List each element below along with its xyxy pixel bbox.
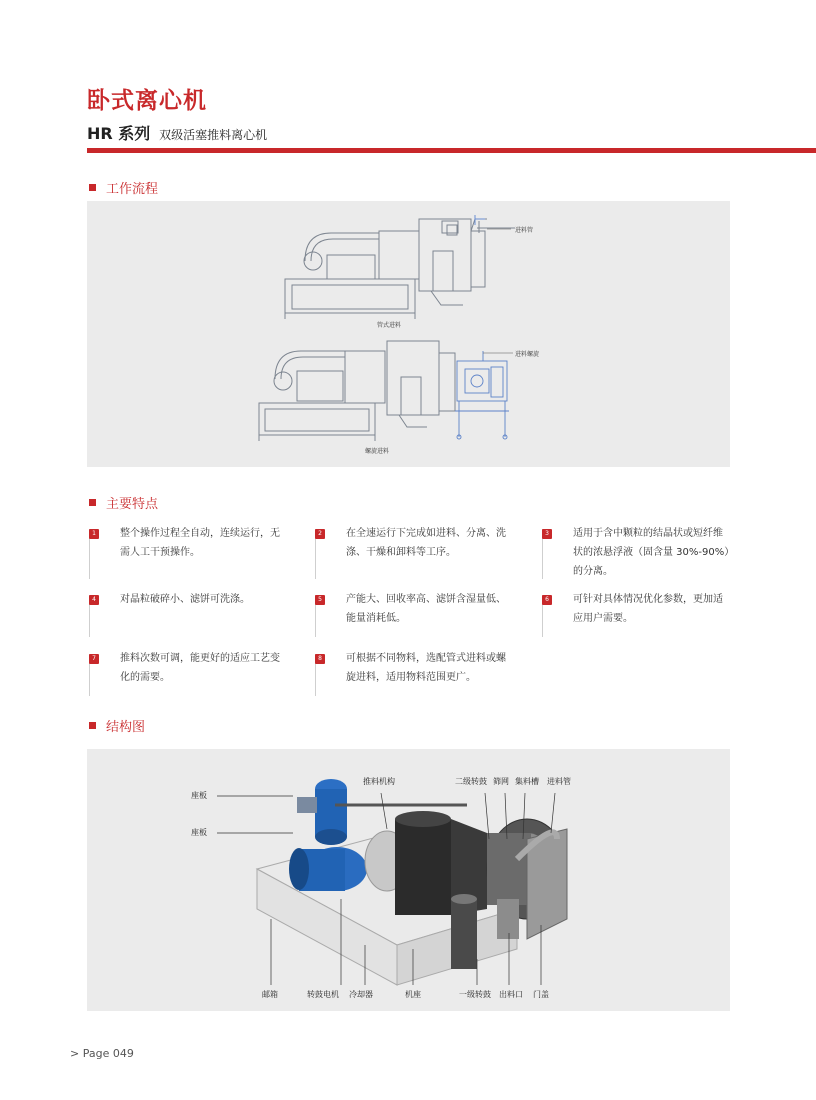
workflow-diagram-panel — [87, 201, 730, 467]
structure-illustration — [87, 749, 730, 1011]
feature-number-badge: 6 — [542, 595, 552, 605]
section-marker-icon — [89, 499, 96, 506]
series-name: HR 系列 — [87, 124, 151, 143]
bottom-feed-screw-label: 进料螺旋 — [515, 352, 540, 358]
feature-item-4 — [89, 595, 289, 637]
feature-item-5 — [315, 595, 515, 637]
feature-item-7 — [89, 654, 289, 696]
feature-number-badge: 2 — [315, 529, 325, 539]
feature-text: 推料次数可调，能更好的适应工艺变化的需要。 — [120, 653, 280, 683]
series-description: 双级活塞推料离心机 — [159, 128, 268, 142]
feature-item-8 — [315, 654, 515, 696]
feature-item-2 — [315, 529, 515, 579]
label-zuoban-1: 座板 — [191, 791, 207, 800]
label-feed-pipe: 进料管 — [547, 777, 571, 786]
feature-item-6 — [542, 595, 732, 637]
label-screen: 筛网 — [493, 777, 509, 786]
label-door-cover: 门盖 — [533, 990, 549, 999]
feature-number-badge: 8 — [315, 654, 325, 664]
top-feed-pipe-label: 进料管 — [515, 228, 534, 234]
feature-number-badge: 4 — [89, 595, 99, 605]
section-structure-heading — [89, 716, 145, 735]
feature-number-badge: 1 — [89, 529, 99, 539]
section-marker-icon — [89, 184, 96, 191]
feature-text: 整个操作过程全自动，连续运行，无需人工干预操作。 — [120, 528, 280, 558]
label-zuoban-2: 座板 — [191, 828, 207, 837]
section-workflow-title: 工作流程 — [106, 182, 159, 197]
title-rule — [87, 148, 816, 153]
feature-text: 可根据不同物料，选配管式进料或螺旋进料，适用物料范围更广。 — [346, 653, 506, 683]
feature-text: 在全速运行下完成如进料、分离、洗涤、干燥和卸料等工序。 — [346, 528, 506, 558]
bottom-caption: 螺旋进料 — [365, 449, 390, 455]
feature-text: 对晶粒破碎小、滤饼可洗涤。 — [120, 594, 250, 605]
series-subtitle — [87, 121, 267, 144]
label-first-stage-drum: 一级转鼓 — [459, 990, 491, 999]
feature-number-badge: 3 — [542, 529, 552, 539]
top-caption: 管式进料 — [377, 323, 402, 329]
feature-number-badge: 7 — [89, 654, 99, 664]
section-marker-icon — [89, 722, 96, 729]
section-structure-title: 结构图 — [106, 720, 146, 735]
feature-item-1 — [89, 529, 289, 579]
label-drum-motor: 转鼓电机 — [307, 990, 339, 999]
feature-text: 适用于含中颗粒的结晶状或短纤维状的浓悬浮液（固含量 30%-90%）的分离。 — [573, 528, 730, 577]
page-title: 卧式离心机 — [87, 88, 207, 114]
label-oil-tank: 邮箱 — [262, 990, 278, 999]
feature-text: 可针对具体情况优化参数，更加适应用户需要。 — [573, 594, 723, 624]
label-cooler: 冷却器 — [349, 990, 373, 999]
label-discharge-port: 出料口 — [499, 990, 523, 999]
label-pushing-mechanism: 推料机构 — [363, 777, 395, 786]
feature-number-badge: 5 — [315, 595, 325, 605]
section-features-heading — [89, 493, 158, 512]
feature-text: 产能大、回收率高、滤饼含湿量低、能量消耗低。 — [346, 594, 506, 624]
label-collecting-trough: 集料槽 — [515, 777, 539, 786]
section-features-title: 主要特点 — [106, 497, 159, 512]
label-second-stage-drum: 二级转鼓 — [455, 777, 487, 786]
page-number: > Page 049 — [70, 1047, 134, 1060]
workflow-line-drawing — [87, 201, 730, 467]
label-machine-base: 机座 — [405, 990, 421, 999]
section-workflow-heading — [89, 178, 158, 197]
structure-diagram-panel — [87, 749, 730, 1011]
feature-item-3 — [542, 529, 732, 579]
